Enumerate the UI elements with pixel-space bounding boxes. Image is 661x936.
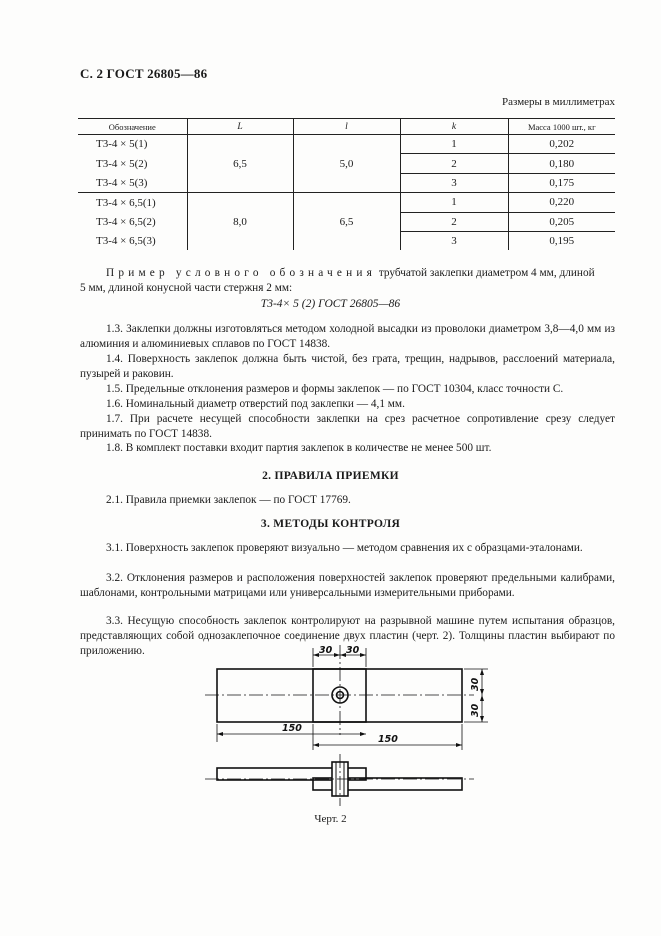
paragraph-3-3: 3.3. Несущую способность заклепок контролируют на разрывной машине путем испытания образцов, представляющих собой однозаклепочное соединение двух пластин (черт. 2). Толщины пластин выбирают по приложению.: [80, 615, 615, 657]
units-note: Размеры в миллиметрах: [502, 96, 615, 108]
cell-mass: 0,175: [508, 173, 615, 192]
dimension-arrows: [217, 653, 484, 747]
cell-mass: 0,220: [508, 193, 615, 212]
figure-caption: Черт. 2: [314, 813, 347, 825]
cell-mass: 0,195: [508, 231, 615, 250]
col-header-mass: Масса 1000 шт., кг: [508, 119, 615, 135]
example-text: трубчатой заклепки диаметром 4 мм, длиной: [376, 267, 595, 279]
paragraph-3-1: 3.1. Поверхность заклепок проверяют визуально — методом сравнения их с образцами-эталонами.: [106, 542, 583, 554]
col-header-designation: Обозначение: [78, 119, 187, 135]
paragraph-1-6: 1.6. Номинальный диаметр отверстий под заклепки — 4,1 мм.: [106, 398, 405, 410]
cell-designation: Т3-4 × 6,5(3): [96, 234, 156, 247]
paragraph-1-7: 1.7. При расчете несущей способности заклепки на срез расчетное сопротивление срезу следует принимать по ГОСТ 14838.: [80, 413, 615, 440]
cell-designation: Т3-4 × 5(3): [96, 176, 148, 189]
dim-label-30-top: 30: [470, 677, 481, 691]
paragraph-2-1: 2.1. Правила приемки заклепок — по ГОСТ 17769.: [106, 494, 351, 506]
cell-k: 1: [400, 135, 508, 154]
cell-designation: Т3-4 × 6,5(1): [78, 193, 187, 212]
cell-k: 2: [400, 154, 508, 173]
section-2-heading: 2. ПРАВИЛА ПРИЕМКИ: [262, 470, 399, 482]
cell-k: 3: [400, 231, 508, 250]
cell-designation: Т3-4 × 6,5(2): [96, 215, 156, 228]
cell-l: 5,0: [293, 135, 400, 193]
cell-mass: 0,180: [508, 154, 615, 173]
designation-formula: Т3-4× 5 (2) ГОСТ 26805—86: [260, 298, 401, 310]
cell-l: 6,5: [293, 193, 400, 251]
dimension-lines: [217, 648, 488, 750]
dim-label-150-left: 150: [282, 723, 302, 734]
col-header-l: l: [293, 119, 400, 135]
paragraph-1-8: 1.8. В комплект поставки входит партия заклепок в количестве не менее 500 шт.: [106, 442, 492, 454]
cell-k: 3: [400, 173, 508, 192]
cell-designation: Т3-4 × 5(1): [96, 138, 148, 151]
cell-L: 8,0: [187, 193, 293, 251]
page-header: С. 2 ГОСТ 26805—86: [80, 66, 208, 81]
dim-label-30-bottom: 30: [470, 703, 481, 717]
dim-label-150-right: 150: [378, 734, 398, 745]
dim-label-30-right: 30: [346, 645, 360, 656]
cell-designation: Т3-4 × 5(2): [96, 157, 148, 170]
dim-label-30-left: 30: [319, 645, 333, 656]
cell-k: 1: [400, 193, 508, 212]
paragraph-1-3: 1.3. Заклепки должны изготовляться методом холодной высадки из проволоки диаметром 3,8—4,0 мм из алюминия и алюминиевых сплавов по ГОСТ 14838.: [80, 323, 615, 350]
col-header-k: k: [400, 119, 508, 135]
example-heading: Пример условного обозначения: [106, 267, 376, 279]
cell-mass: 0,205: [508, 212, 615, 231]
paragraph-1-5: 1.5. Предельные отклонения размеров и формы заклепок — по ГОСТ 10304, класс точности С.: [106, 383, 564, 395]
plate-right-top-view: [313, 669, 462, 722]
section-3-heading: 3. МЕТОДЫ КОНТРОЛЯ: [260, 518, 401, 530]
col-header-L: L: [187, 119, 293, 135]
cell-k: 2: [400, 212, 508, 231]
cell-mass: 0,202: [508, 135, 615, 154]
paragraph-3-2: 3.2. Отклонения размеров и расположения поверхностей заклепок проверяют предельными калибрами, шаблонами, контрольными матрицами или универсальными измерительными приборами.: [80, 572, 615, 599]
example-text-line2: 5 мм, длиной конусной части стержня 2 мм:: [80, 282, 293, 294]
cell-L: 6,5: [187, 135, 293, 193]
paragraph-1-4: 1.4. Поверхность заклепок должна быть чистой, без грата, трещин, надрывов, расслоений материала, пузырей и раковин.: [80, 353, 615, 380]
